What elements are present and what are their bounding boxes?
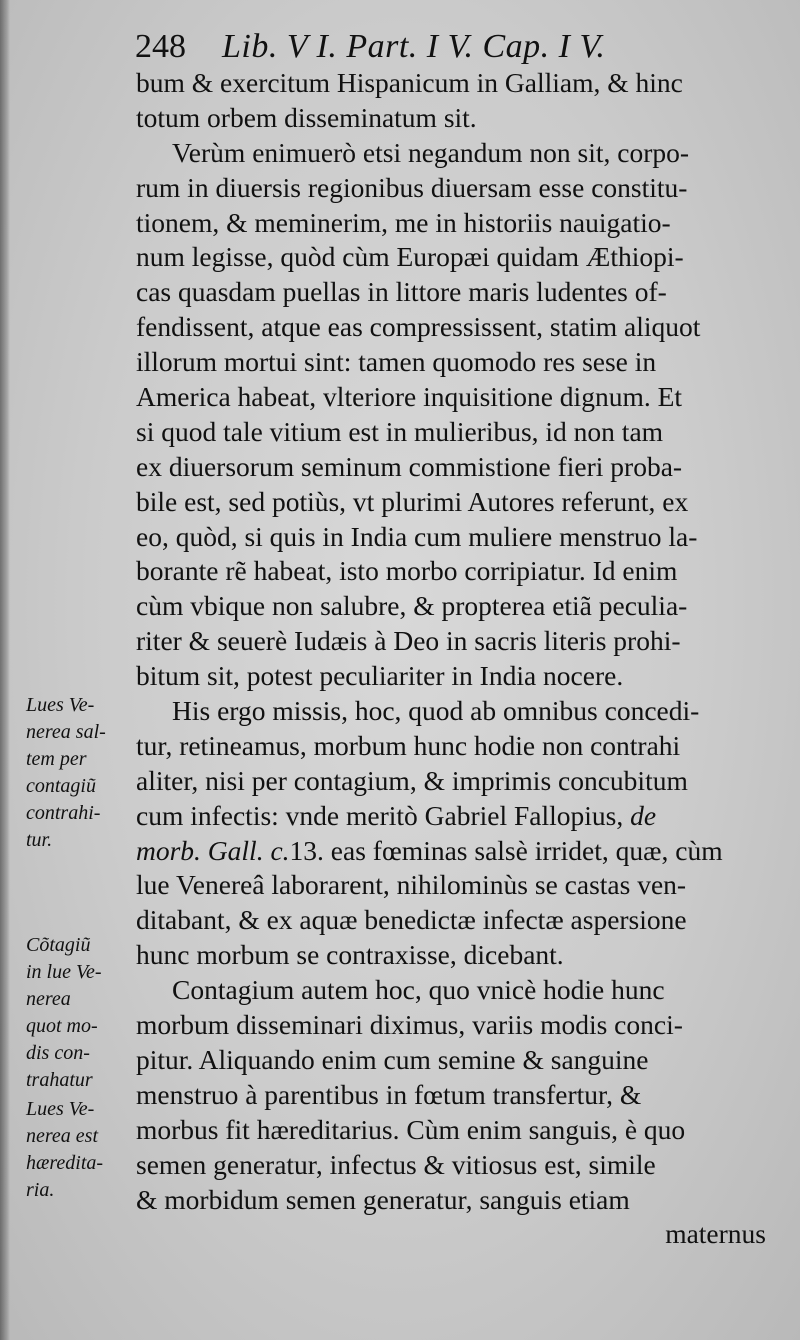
text-line: si quod tale vitium est in mulieribus, id non tam <box>136 415 664 447</box>
citation-italic: de <box>630 799 657 831</box>
text-line: aliter, nisi per contagium, & imprimis concubitum <box>136 764 688 796</box>
margin-note-line: in lue Ve- <box>26 961 102 983</box>
margin-note-modes <box>26 932 126 1094</box>
text-line: morbus fit hæreditarius. Cùm enim sanguis, è quo <box>136 1113 686 1145</box>
margin-note-line: ria. <box>26 1179 55 1201</box>
margin-note-line: quot mo- <box>26 1015 98 1037</box>
text-line: semen generatur, infectus & vitiosus est, simile <box>136 1148 656 1180</box>
text-line: hunc morbum se contraxisse, dicebant. <box>136 939 564 971</box>
margin-note-line: nerea sal- <box>26 721 106 743</box>
text-line: totum orbem disseminatum sit. <box>136 101 477 133</box>
text-line: Verùm enimuerò etsi negandum non sit, corpo- <box>172 136 690 168</box>
margin-note-line: tem per <box>26 748 87 770</box>
margin-note-contagium <box>26 692 126 854</box>
text-line: bile est, sed potiùs, vt plurimi Autores referunt, ex <box>136 485 689 517</box>
margin-note-line: contrahi- <box>26 802 101 824</box>
text-line: ex diuersorum seminum commistione fieri proba- <box>136 450 683 482</box>
text-line: & morbidum semen generatur, sanguis etiam <box>136 1183 630 1215</box>
text-line: illorum mortui sint: tamen quomodo res sese in <box>136 346 657 378</box>
text-line: bum & exercitum Hispanicum in Galliam, & hinc <box>136 67 683 98</box>
text-line: cùm vbique non salubre, & propterea etiã peculia- <box>136 590 688 622</box>
text-run: 13. eas fœminas salsè irridet, quæ, cùm <box>289 834 723 866</box>
text-line: pitur. Aliquando enim cum semine & sanguine <box>136 1043 649 1075</box>
text-line: morbum disseminari diximus, variis modis conci- <box>136 1009 683 1041</box>
main-text <box>136 66 766 1252</box>
text-line: His ergo missis, hoc, quod ab omnibus concedi- <box>172 695 700 727</box>
citation-italic: morb. Gall. c. <box>136 834 290 866</box>
page-gutter-shadow <box>0 0 10 1340</box>
margin-note-line: nerea est <box>26 1125 99 1147</box>
margin-note-line: Cõtagiũ <box>26 934 91 956</box>
running-head-title: Lib. V I. Part. I V. Cap. I V. <box>222 28 606 65</box>
text-line: borante rẽ habeat, isto morbo corripiatur. Id enim <box>136 555 678 587</box>
text-line: riter & seuerè Iudæis à Deo in sacris literis prohi- <box>136 625 681 657</box>
margin-note-line: dis con- <box>26 1042 90 1064</box>
text-line: bitum sit, potest peculiariter in India nocere. <box>136 660 624 692</box>
text-line: num legisse, quòd cùm Europæi quidam Æthiopi- <box>136 241 684 273</box>
text-line: cas quasdam puellas in littore maris ludentes of- <box>136 276 667 308</box>
text-line: fendissent, atque eas compressissent, statim aliquot <box>136 311 701 343</box>
text-line: menstruo à parentibus in fœtum transfertur, & <box>136 1078 642 1110</box>
margin-note-line: Lues Ve- <box>26 1098 95 1120</box>
text-line: tionem, & meminerim, me in historiis nauigatio- <box>136 206 671 238</box>
margin-note-line: trahatur <box>26 1069 93 1091</box>
running-header <box>135 24 775 70</box>
page-number: 248 <box>135 28 186 65</box>
text-line: Contagium autem hoc, quo vnicè hodie hunc <box>172 974 665 1006</box>
text-line: ditabant, & ex aquæ benedictæ infectæ aspersione <box>136 904 687 936</box>
text-line: rum in diuersis regionibus diuersam esse constitu- <box>136 171 688 203</box>
text-line: eo, quòd, si quis in India cum muliere menstruo la- <box>136 520 698 552</box>
catchword: maternus <box>665 1218 766 1250</box>
margin-note-line: contagiũ <box>26 775 96 797</box>
text-line: lue Venereâ laborarent, nihilominùs se castas ven- <box>136 869 687 901</box>
text-line: tur, retineamus, morbum hunc hodie non contrahi <box>136 729 681 761</box>
margin-note-hereditary <box>26 1096 126 1204</box>
margin-note-line: tur. <box>26 829 53 851</box>
margin-note-line: hæredita- <box>26 1152 104 1174</box>
text-line: America habeat, vlteriore inquisitione dignum. Et <box>136 381 683 413</box>
text-line <box>136 834 766 869</box>
margin-note-line: nerea <box>26 988 71 1010</box>
text-run: cum infectis: vnde meritò Gabriel Fallopius, <box>136 799 624 831</box>
margin-note-line: Lues Ve- <box>26 694 95 716</box>
text-line <box>136 799 766 834</box>
